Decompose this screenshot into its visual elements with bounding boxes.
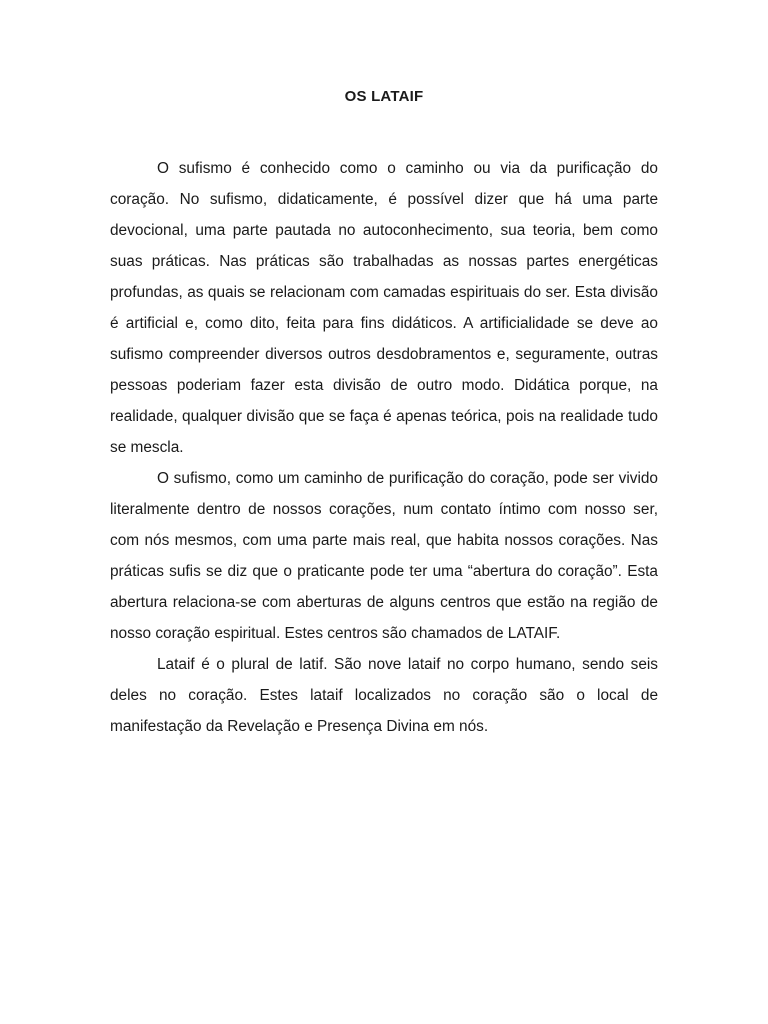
document-body	[110, 153, 658, 742]
paragraph-2: O sufismo, como um caminho de purificação do coração, pode ser vivido literalmente dentro de nossos corações, num contato íntimo com nosso ser, com nós mesmos, com uma parte mais real, que habita nossos corações. Nas práticas sufis se diz que o praticante pode ter uma “abertura do coração”. Esta abertura relaciona-se com aberturas de alguns centros que estão na região de nosso coração espiritual. Estes centros são chamados de LATAIF.	[110, 470, 658, 642]
paragraph-1: O sufismo é conhecido como o caminho ou via da purificação do coração. No sufismo, didaticamente, é possível dizer que há uma parte devocional, uma parte pautada no autoconhecimento, sua teoria, bem como suas práticas. Nas práticas são trabalhadas as nossas partes energéticas profundas, as quais se relacionam com camadas espirituais do ser. Esta divisão é artificial e, como dito, feita para fins didáticos. A artificialidade se deve ao sufismo compreender diversos outros desdobramentos e, seguramente, outras pessoas poderiam fazer esta divisão de outro modo. Didática porque, na realidade, qualquer divisão que se faça é apenas teórica, pois na realidade tudo se mescla.	[110, 160, 658, 456]
paragraph-3: Lataif é o plural de latif. São nove lataif no corpo humano, sendo seis deles no coração. Estes lataif localizados no coração são o local de manifestação da Revelação e Presença Divina em nós.	[110, 656, 658, 735]
document-title: OS LATAIF	[344, 88, 424, 105]
